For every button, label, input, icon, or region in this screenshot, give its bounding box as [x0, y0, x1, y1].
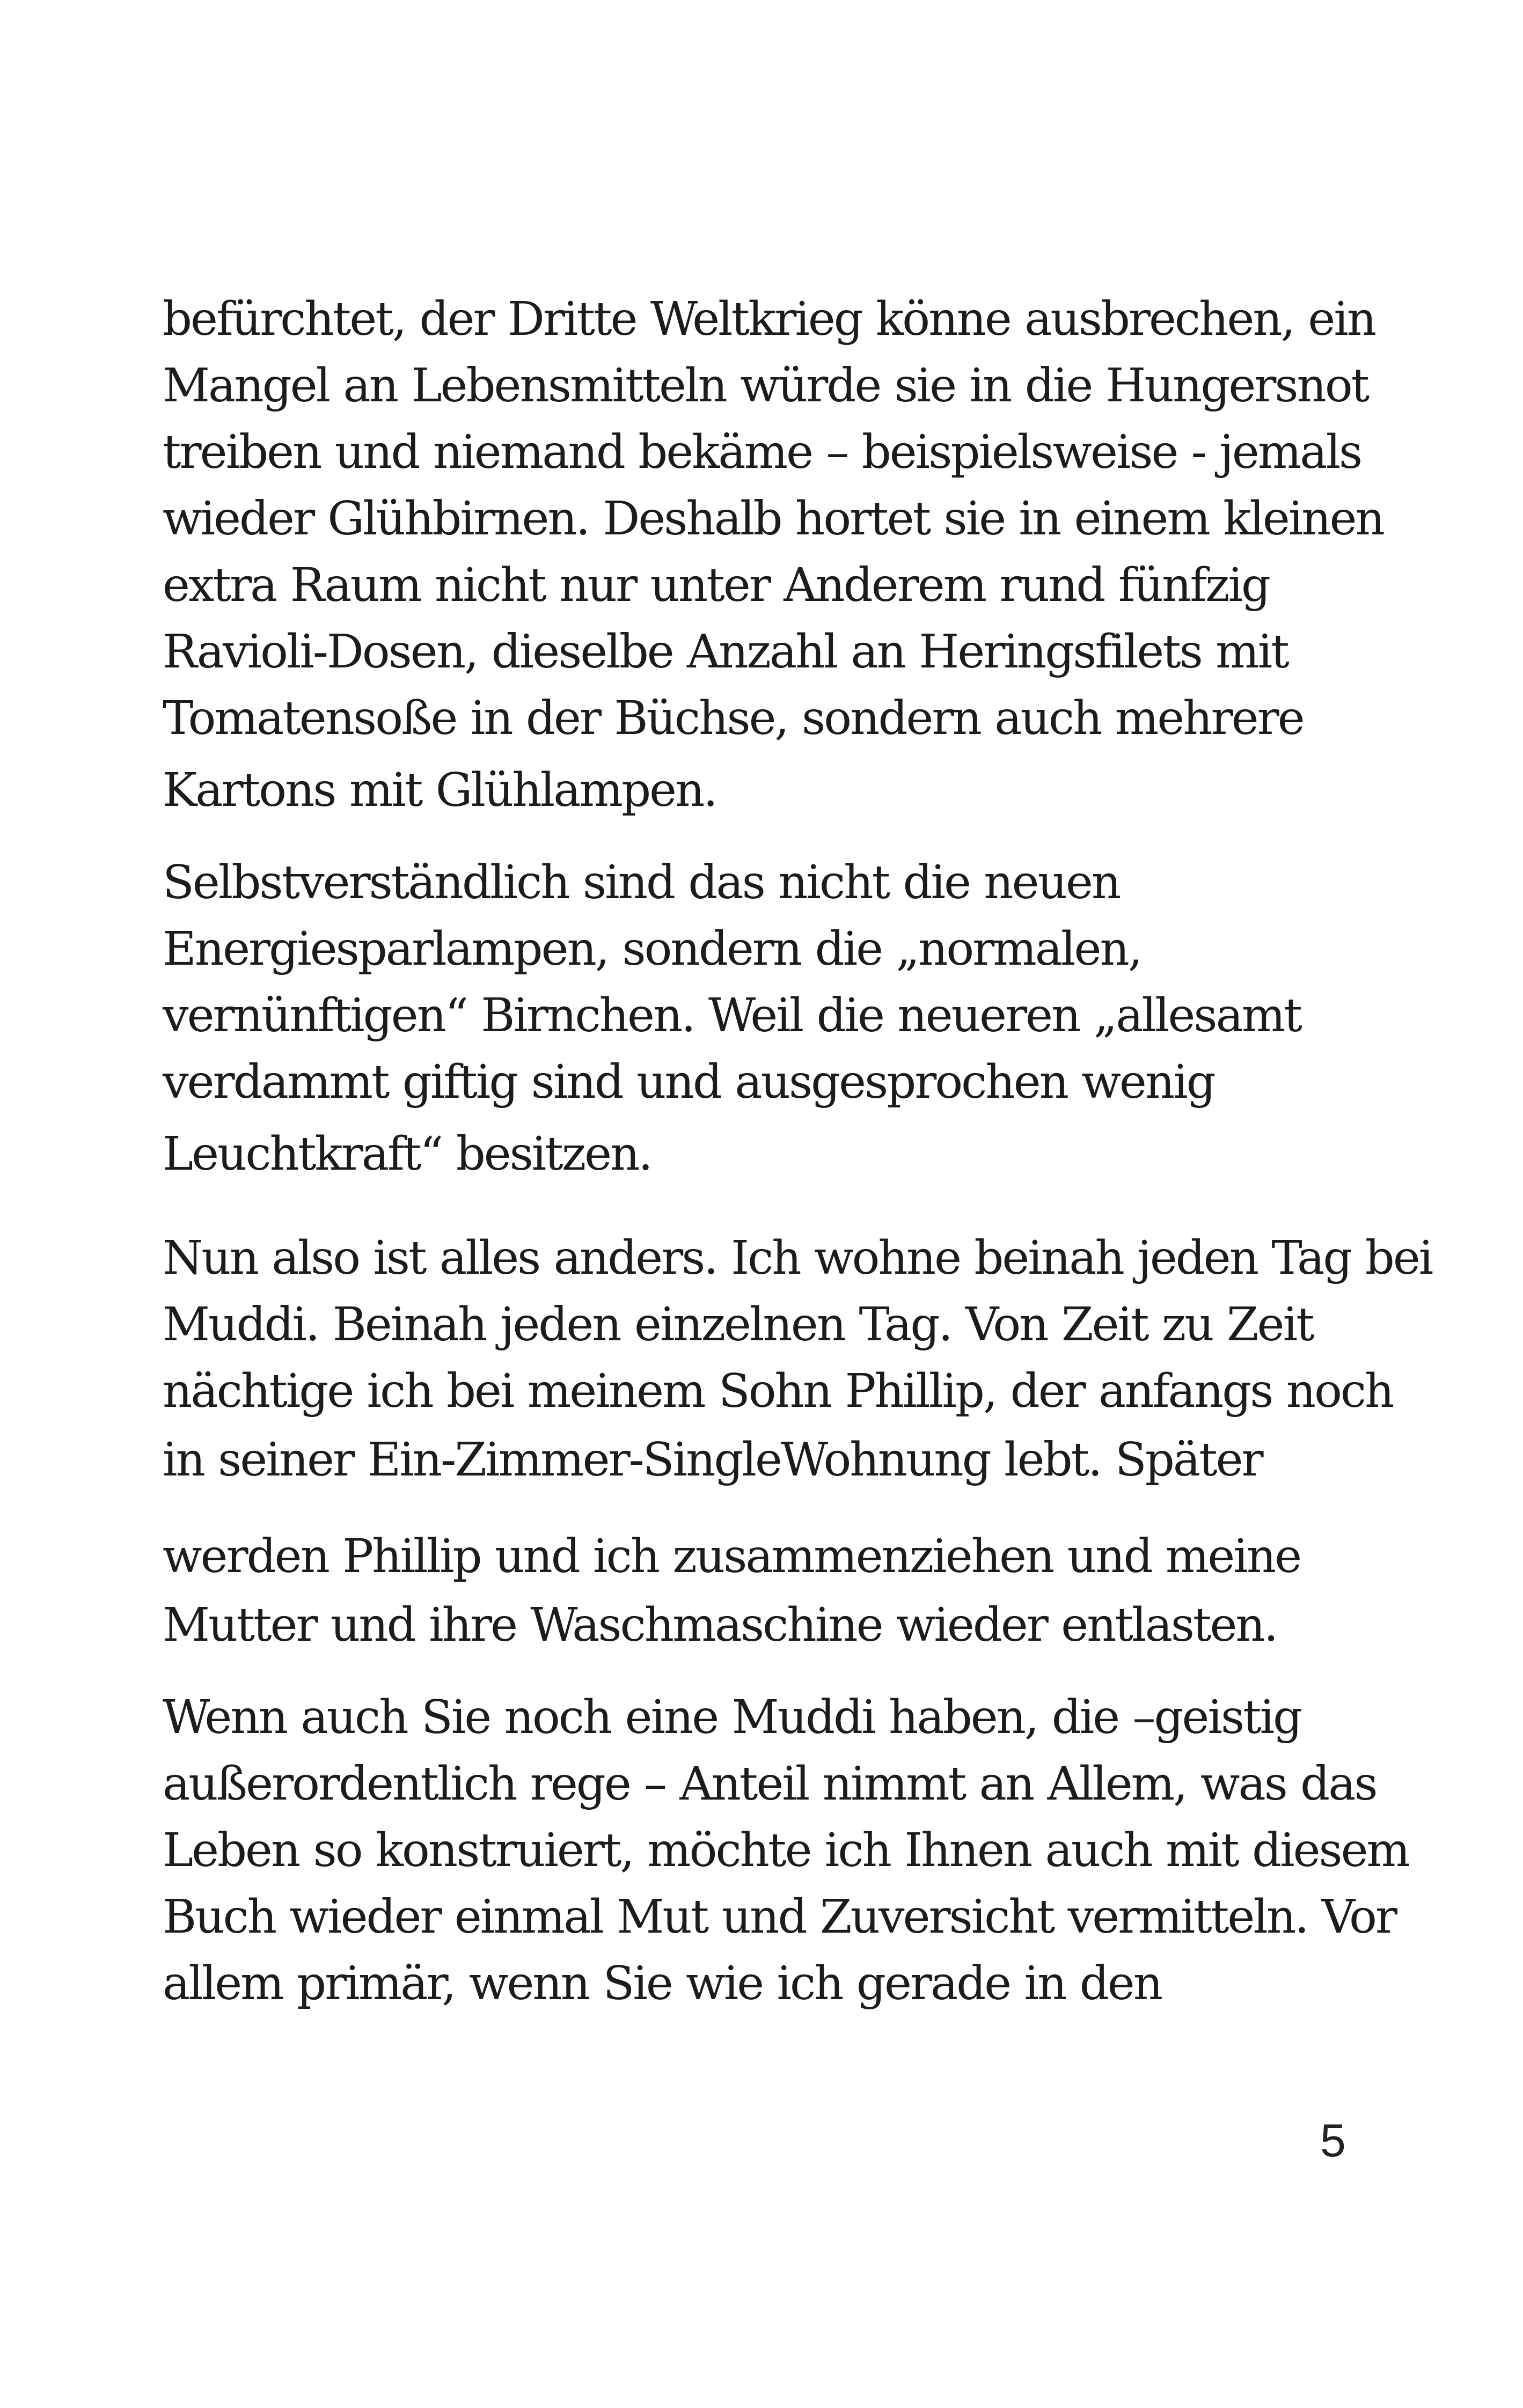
- text-line: Buch wieder einmal Mut und Zuversicht vermitteln. Vor: [163, 1890, 1396, 1944]
- text-line: Kartons mit Glühlampen.: [163, 763, 716, 817]
- text-line: außerordentlich rege – Anteil nimmt an Allem, was das: [163, 1757, 1376, 1811]
- text-line: Selbstverständlich sind das nicht die neuen: [163, 856, 1120, 909]
- text-line: Nun also ist alles anders. Ich wohne beinah jeden Tag bei: [163, 1231, 1432, 1285]
- text-line: Muddi. Beinah jeden einzelnen Tag. Von Zeit zu Zeit: [163, 1298, 1313, 1352]
- text-line: wieder Glühbirnen. Deshalb hortet sie in einem kleinen: [163, 492, 1383, 546]
- text-line: Wenn auch Sie noch eine Muddi haben, die –geistig: [163, 1691, 1301, 1744]
- text-line: Mutter und ihre Waschmaschine wieder entlasten.: [163, 1598, 1277, 1652]
- text-line: befürchtet, der Dritte Weltkrieg könne ausbrechen, ein: [163, 292, 1375, 346]
- text-line: Leuchtkraft“ besitzen.: [163, 1127, 651, 1181]
- text-line: Energiesparlampen, sondern die „normalen,: [163, 922, 1141, 976]
- text-line: Ravioli-Dosen, dieselbe Anzahl an Heringsfilets mit: [163, 625, 1288, 679]
- text-line: werden Phillip und ich zusammenziehen und meine: [163, 1530, 1301, 1583]
- text-line: nächtige ich bei meinem Sohn Phillip, der anfangs noch: [163, 1364, 1393, 1418]
- text-line: in seiner Ein-Zimmer-SingleWohnung lebt. Später: [163, 1433, 1262, 1487]
- text-line: Leben so konstruiert, möchte ich Ihnen auch mit diesem: [163, 1824, 1409, 1877]
- text-line: extra Raum nicht nur unter Anderem rund fünfzig: [163, 559, 1270, 612]
- text-line: Mangel an Lebensmitteln würde sie in die Hungersnot: [163, 359, 1368, 413]
- text-line: vernünftigen“ Birnchen. Weil die neueren „allesamt: [163, 989, 1301, 1043]
- text-line: Tomatensoße in der Büchse, sondern auch mehrere: [163, 692, 1304, 745]
- text-line: allem primär, wenn Sie wie ich gerade in den: [163, 1957, 1162, 2010]
- text-line: verdammt giftig sind und ausgesprochen wenig: [163, 1055, 1214, 1109]
- page-number: 5: [1320, 2115, 1346, 2167]
- text-line: treiben und niemand bekäme – beispielsweise - jemals: [163, 425, 1361, 479]
